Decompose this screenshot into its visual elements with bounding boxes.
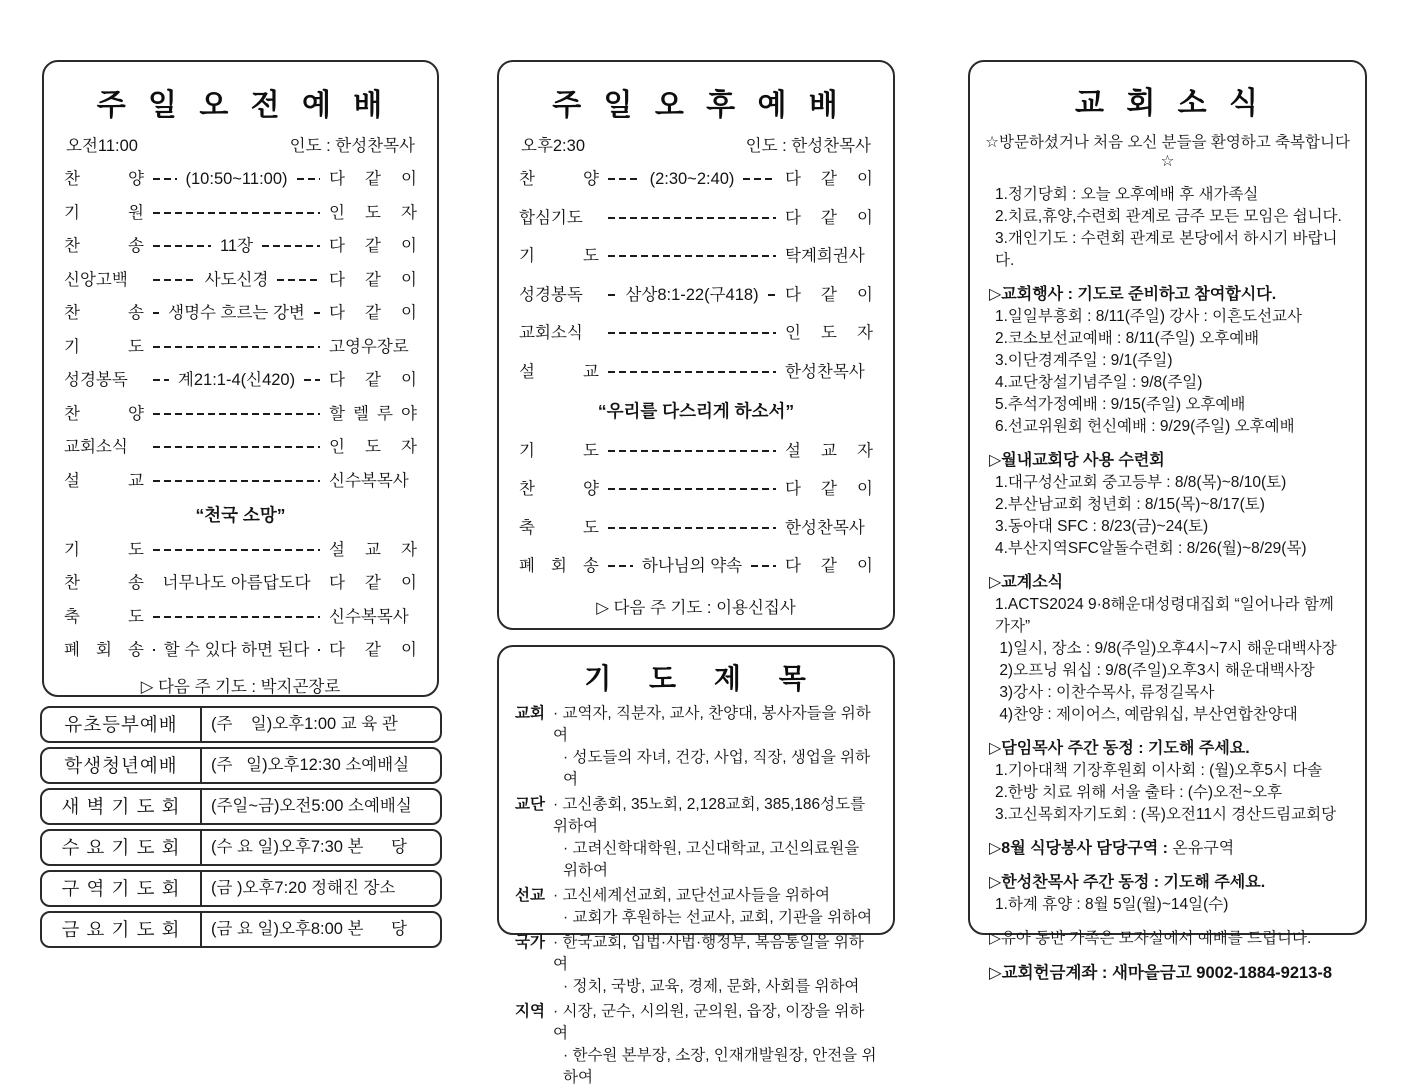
- service-item-person: 탁계희권사: [785, 245, 873, 267]
- service-item-detail: 생명수 흐르는 강변: [168, 302, 305, 324]
- service-item-person: 신수복목사: [329, 470, 417, 492]
- schedule-meeting-name: 금 요 기 도 회: [42, 913, 202, 946]
- morning-service-panel: [42, 60, 439, 697]
- news-section-heading: ▷담임목사 주간 동정 : 기도해 주세요.: [989, 738, 1346, 760]
- news-plain-line: ▷유아 동반 가족은 모자실에서 예배를 드립니다.: [989, 928, 1346, 950]
- dash-line: [153, 212, 320, 214]
- service-order-row: [64, 302, 417, 324]
- service-item-person: 다 같 이: [785, 207, 873, 229]
- news-section: [989, 738, 1346, 826]
- afternoon-service-rows: [515, 160, 877, 619]
- service-item-label: 성경봉독: [64, 369, 144, 391]
- service-item-label: 성경봉독: [519, 284, 599, 306]
- schedule-meeting-detail: (주일~금)오전5:00 소예배실: [202, 790, 440, 823]
- service-item-label: 찬 송: [64, 302, 144, 324]
- news-list-item: 4.교단창설기념주일 : 9/8(주일): [989, 372, 1346, 394]
- dash-line: [608, 217, 776, 219]
- prayer-topic-line1: [515, 794, 877, 838]
- service-order-row: [64, 369, 417, 391]
- service-item-label: 기 도: [519, 440, 599, 462]
- afternoon-service-header: [515, 132, 877, 156]
- dash-line: [277, 279, 320, 281]
- service-item-person: 신수복목사: [329, 606, 417, 628]
- dash-line: [318, 649, 320, 651]
- news-section: [989, 184, 1346, 272]
- service-item-label: 찬 송: [64, 235, 144, 257]
- dash-line: [153, 245, 211, 247]
- dash-line: [768, 294, 776, 296]
- dash-line: [608, 178, 641, 180]
- dash-line: [153, 346, 320, 348]
- prayer-topic-text: · 교역자, 직분자, 교사, 찬양대, 봉사자들을 위하여: [553, 703, 877, 747]
- morning-service-header: [60, 132, 421, 156]
- church-news-panel: [968, 60, 1367, 935]
- news-section: [989, 450, 1346, 560]
- service-item-label: 설 교: [519, 361, 599, 383]
- service-item-person: 다 같 이: [329, 369, 417, 391]
- service-item-person: 다 같 이: [329, 235, 417, 257]
- service-item-detail: 계21:1-4(신420): [178, 369, 295, 391]
- sermon-title: “우리를 다스리게 하소서”: [519, 400, 873, 422]
- news-list-item: 2.부산남교회 청년회 : 8/15(목)~8/17(토): [989, 494, 1346, 516]
- prayer-topic-category: 교회: [515, 703, 553, 747]
- news-list-item: 1)일시, 장소 : 9/8(주일)오후4시~7시 해운대백사장: [989, 638, 1346, 660]
- news-section-heading: ▷한성찬목사 주간 동정 : 기도해 주세요.: [989, 872, 1346, 894]
- service-order-row: [64, 606, 417, 628]
- news-section: [989, 572, 1346, 726]
- service-order-row: [519, 478, 873, 500]
- dash-line: [608, 488, 776, 490]
- dash-line: [153, 312, 159, 314]
- service-item-person: 한성찬목사: [785, 517, 873, 539]
- service-item-person: 다 같 이: [785, 478, 873, 500]
- news-section-heading: ▷교계소식: [989, 572, 1346, 594]
- news-list-item: 4.부산지역SFC알돌수련회 : 8/26(월)~8/29(목): [989, 538, 1346, 560]
- church-news-body: [985, 184, 1350, 984]
- prayer-topic-line2: · 고려신학대학원, 고신대학교, 고신의료원을 위하여: [515, 838, 877, 882]
- service-order-row: [64, 639, 417, 661]
- morning-service-time: 오전11:00: [66, 132, 138, 156]
- prayer-topic-line2: · 교회가 후원하는 선교사, 교회, 기관을 위하여: [515, 907, 877, 929]
- service-order-row: [64, 539, 417, 561]
- news-list-item: 1.하계 휴양 : 8월 5일(월)~14일(수): [989, 894, 1346, 916]
- service-order-row: [519, 322, 873, 344]
- prayer-topic-line1: [515, 932, 877, 976]
- service-item-person: 인 도 자: [785, 322, 873, 344]
- news-section: [989, 838, 1346, 860]
- service-order-row: [64, 269, 417, 291]
- prayer-topic-text: · 시장, 군수, 시의원, 군의원, 읍장, 이장을 위하여: [553, 1001, 877, 1045]
- news-section: [989, 872, 1346, 916]
- schedule-meeting-name: 유초등부예배: [42, 708, 202, 741]
- prayer-topic-text: · 고신세계선교회, 교단선교사들을 위하여: [553, 885, 830, 907]
- dash-line: [153, 649, 155, 651]
- service-item-label: 축 도: [64, 606, 144, 628]
- service-order-row: [64, 235, 417, 257]
- service-item-person: 다 같 이: [329, 302, 417, 324]
- news-section-heading: ▷월내교회당 사용 수련회: [989, 450, 1346, 472]
- service-item-detail: 너무나도 아름답도다: [162, 572, 310, 594]
- news-list-item: 5.추석가정예배 : 9/15(주일) 오후예배: [989, 394, 1346, 416]
- afternoon-service-panel: [497, 60, 895, 630]
- service-item-label: 기 도: [64, 336, 144, 358]
- service-order-row: [64, 436, 417, 458]
- dash-line: [608, 565, 633, 567]
- prayer-topic-text: · 한국교회, 입법·사법·행정부, 복음통일을 위하여: [553, 932, 877, 976]
- schedule-row: [40, 829, 442, 866]
- service-item-detail: 삼상8:1-22(구418): [625, 284, 758, 306]
- news-list-item: 2)오프닝 워십 : 9/8(주일)오후3시 해운대백사장: [989, 660, 1346, 682]
- news-list-item: 3.개인기도 : 수련회 관계로 본당에서 하시기 바랍니다.: [989, 228, 1346, 272]
- news-list-item: 3.고신목회자기도회 : (목)오전11시 경산드림교회당: [989, 804, 1346, 826]
- service-item-label: 설 교: [64, 470, 144, 492]
- prayer-topic-line2: · 정치, 국방, 교육, 경제, 문화, 사회를 위하여: [515, 976, 877, 998]
- service-item-detail: (10:50~11:00): [186, 168, 288, 190]
- service-item-label: 교회소식: [519, 322, 599, 344]
- service-item-person: 다 같 이: [329, 639, 417, 661]
- dash-line: [153, 480, 320, 482]
- prayer-topic-category: 국가: [515, 932, 553, 976]
- service-order-row: [64, 470, 417, 492]
- prayer-topic-item: [513, 1001, 879, 1089]
- prayer-topic-line1: [515, 1001, 877, 1045]
- dash-line: [314, 312, 320, 314]
- morning-service-title: 주 일 오 전 예 배: [60, 80, 421, 124]
- service-item-detail: 11장: [220, 235, 253, 257]
- prayer-topic-line1: [515, 703, 877, 747]
- service-order-row: [519, 555, 873, 577]
- news-list-item: 2.코소보선교예배 : 8/11(주일) 오후예배: [989, 328, 1346, 350]
- service-item-person: 다 같 이: [785, 555, 873, 577]
- service-item-label: 찬 양: [519, 168, 599, 190]
- next-week-prayer-note: ▷ 다음 주 기도 : 박지곤장로: [64, 676, 417, 698]
- schedule-row: [40, 911, 442, 948]
- service-order-row: [519, 361, 873, 383]
- dash-line: [608, 255, 776, 257]
- service-item-person: 인 도 자: [329, 436, 417, 458]
- schedule-row: [40, 788, 442, 825]
- service-order-row: [64, 336, 417, 358]
- news-section: [989, 284, 1346, 438]
- news-list-item: 1.ACTS2024 9·8해운대성령대집회 “일어나라 함께가자”: [989, 594, 1346, 638]
- welcome-message: ☆방문하셨거나 처음 오신 분들을 환영하고 축복합니다☆: [985, 130, 1350, 171]
- schedule-meeting-name: 새 벽 기 도 회: [42, 790, 202, 823]
- morning-service-leader: 인도 : 한성찬목사: [290, 132, 415, 156]
- service-item-person: 다 같 이: [785, 284, 873, 306]
- service-item-person: 고영우장로: [329, 336, 417, 358]
- schedule-row: [40, 870, 442, 907]
- service-item-label: 찬 송: [64, 572, 144, 594]
- service-item-label: 폐 회 송: [519, 555, 599, 577]
- service-order-row: [64, 572, 417, 594]
- service-order-row: [519, 245, 873, 267]
- dash-line: [751, 565, 776, 567]
- afternoon-service-title: 주 일 오 후 예 배: [515, 80, 877, 124]
- prayer-topic-text: · 고신총회, 35노회, 2,128교회, 385,186성도를 위하여: [553, 794, 877, 838]
- dash-line: [153, 379, 169, 381]
- service-item-person: 다 같 이: [329, 572, 417, 594]
- dash-line: [304, 379, 320, 381]
- dash-line: [608, 371, 776, 373]
- dash-line: [153, 413, 320, 415]
- service-item-label: 축 도: [519, 517, 599, 539]
- dash-line: [608, 450, 776, 452]
- service-item-person: 할 렐 루 야: [329, 403, 417, 425]
- dash-line: [153, 446, 320, 448]
- service-item-person: 다 같 이: [329, 269, 417, 291]
- morning-service-rows: [60, 160, 421, 698]
- news-list-item: 3)강사 : 이찬수목사, 류정길목사: [989, 682, 1346, 704]
- church-news-title: 교 회 소 식: [985, 78, 1350, 122]
- schedule-meeting-detail: (수 요 일)오후7:30 본 당: [202, 831, 440, 864]
- news-inline-value: 온유구역: [1172, 840, 1234, 857]
- service-item-label: 합심기도: [519, 207, 599, 229]
- schedule-meeting-detail: (주 일)오후12:30 소예배실: [202, 749, 440, 782]
- schedule-meeting-name: 학생청년예배: [42, 749, 202, 782]
- service-item-detail: 하나님의 약속: [642, 555, 742, 577]
- news-inline-heading: ▷8월 식당봉사 담당구역 :: [989, 840, 1172, 857]
- schedule-meeting-name: 구 역 기 도 회: [42, 872, 202, 905]
- news-section-heading: ▷교회행사 : 기도로 준비하고 참여합시다.: [989, 284, 1346, 306]
- schedule-row: [40, 706, 442, 743]
- dash-line: [153, 279, 196, 281]
- dash-line: [297, 178, 321, 180]
- dash-line: [608, 294, 616, 296]
- dash-line: [743, 178, 776, 180]
- schedule-row: [40, 747, 442, 784]
- schedule-meeting-detail: (주 일)오후1:00 교 육 관: [202, 708, 440, 741]
- service-item-label: 찬 양: [64, 403, 144, 425]
- service-item-detail: 사도신경: [205, 269, 269, 291]
- news-inline-line: [989, 838, 1346, 860]
- prayer-topic-line2: · 성도들의 자녀, 건강, 사업, 직장, 생업을 위하여: [515, 747, 877, 791]
- prayer-topic-line2: · 한수원 본부장, 소장, 인재개발원장, 안전을 위하여: [515, 1045, 877, 1089]
- news-list-item: 1.대구성산교회 중고등부 : 8/8(목)~8/10(토): [989, 472, 1346, 494]
- prayer-topic-item: [513, 794, 879, 882]
- news-bold-line: ▷교회헌금계좌 : 새마을금고 9002-1884-9213-8: [989, 962, 1346, 984]
- news-section: [989, 928, 1346, 950]
- news-list-item: 2.한방 치료 위해 서울 출타 : (수)오전~오후: [989, 782, 1346, 804]
- prayer-topics-list: [513, 703, 879, 1089]
- service-item-label: 찬 양: [519, 478, 599, 500]
- news-list-item: 1.정기당회 : 오늘 오후예배 후 새가족실: [989, 184, 1346, 206]
- weekly-schedule-table: [40, 706, 442, 952]
- service-item-detail: 할 수 있다 하면 된다: [164, 639, 310, 661]
- sermon-title: “천국 소망”: [64, 504, 417, 526]
- prayer-topics-panel: [497, 645, 895, 935]
- service-item-label: 신앙고백: [64, 269, 144, 291]
- service-order-row: [519, 440, 873, 462]
- prayer-topic-line1: [515, 885, 877, 907]
- dash-line: [153, 178, 177, 180]
- prayer-topic-item: [513, 885, 879, 929]
- prayer-topic-category: 선교: [515, 885, 553, 907]
- prayer-topic-category: 지역: [515, 1001, 553, 1045]
- service-item-label: 폐 회 송: [64, 639, 144, 661]
- service-item-person: 인 도 자: [329, 202, 417, 224]
- service-item-person: 설 교 자: [329, 539, 417, 561]
- service-item-person: 다 같 이: [785, 168, 873, 190]
- service-item-label: 기 도: [519, 245, 599, 267]
- prayer-topic-category: 교단: [515, 794, 553, 838]
- service-order-row: [519, 517, 873, 539]
- afternoon-service-leader: 인도 : 한성찬목사: [746, 132, 871, 156]
- prayer-topics-title: 기 도 제 목: [513, 657, 879, 697]
- service-item-person: 한성찬목사: [785, 361, 873, 383]
- news-list-item: 1.일일부흥회 : 8/11(주일) 강사 : 이흔도선교사: [989, 306, 1346, 328]
- dash-line: [153, 616, 320, 618]
- service-order-row: [64, 168, 417, 190]
- dash-line: [262, 245, 320, 247]
- news-list-item: 2.치료,휴양,수련회 관계로 금주 모든 모임은 쉽니다.: [989, 206, 1346, 228]
- dash-line: [608, 527, 776, 529]
- afternoon-service-time: 오후2:30: [521, 132, 585, 156]
- service-order-row: [519, 284, 873, 306]
- service-item-label: 기 원: [64, 202, 144, 224]
- service-order-row: [64, 403, 417, 425]
- service-order-row: [64, 202, 417, 224]
- service-item-label: 찬 양: [64, 168, 144, 190]
- prayer-topic-item: [513, 932, 879, 998]
- schedule-meeting-name: 수 요 기 도 회: [42, 831, 202, 864]
- news-list-item: 4)찬양 : 제이어스, 예람워십, 부산연합찬양대: [989, 704, 1346, 726]
- dash-line: [608, 332, 776, 334]
- news-section: [989, 962, 1346, 984]
- news-list-item: 3.이단경계주일 : 9/1(주일): [989, 350, 1346, 372]
- service-order-row: [519, 168, 873, 190]
- prayer-topic-item: [513, 703, 879, 791]
- schedule-meeting-detail: (금 요 일)오후8:00 본 당: [202, 913, 440, 946]
- service-item-detail: (2:30~2:40): [650, 168, 735, 190]
- dash-line: [153, 549, 320, 551]
- service-item-person: 설 교 자: [785, 440, 873, 462]
- service-item-person: 다 같 이: [329, 168, 417, 190]
- next-week-prayer-note: ▷ 다음 주 기도 : 이용신집사: [519, 597, 873, 619]
- news-list-item: 3.동아대 SFC : 8/23(금)~24(토): [989, 516, 1346, 538]
- service-item-label: 교회소식: [64, 436, 144, 458]
- service-order-row: [519, 207, 873, 229]
- service-item-label: 기 도: [64, 539, 144, 561]
- news-list-item: 1.기아대책 기장후원회 이사회 : (월)오후5시 다솔: [989, 760, 1346, 782]
- news-list-item: 6.선교위원회 헌신예배 : 9/29(주일) 오후예배: [989, 416, 1346, 438]
- schedule-meeting-detail: (금 )오후7:20 정해진 장소: [202, 872, 440, 905]
